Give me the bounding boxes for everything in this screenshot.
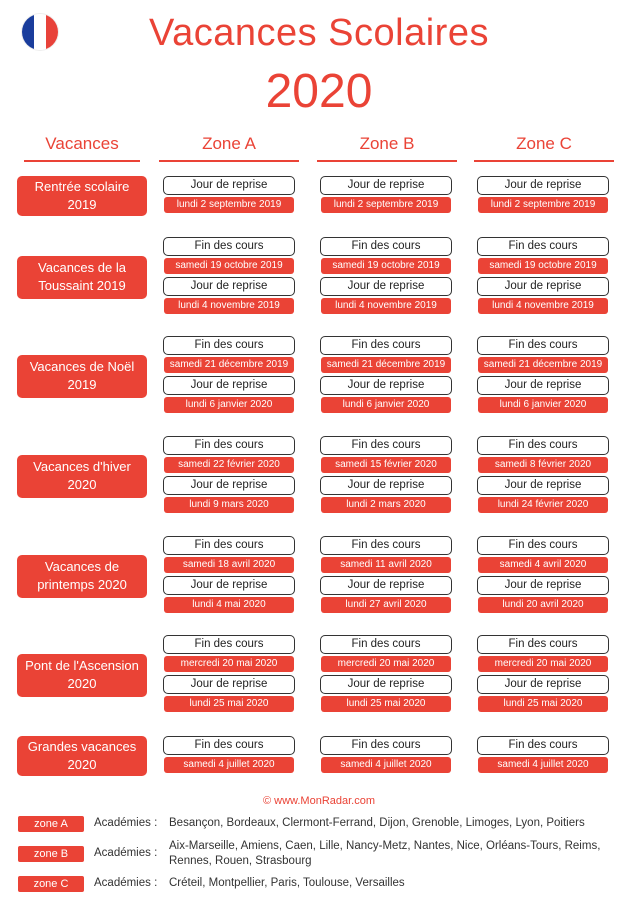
entry-label: Fin des cours [477,237,609,256]
entry-date: samedi 21 décembre 2019 [321,357,451,373]
entry-label: Jour de reprise [477,576,609,595]
zone-c-entry [477,237,609,274]
zone-a-entry [163,176,295,213]
zone-a-entry [163,536,295,573]
entry-label: Jour de reprise [163,476,295,495]
entry-date: lundi 2 mars 2020 [321,497,451,513]
entry-date: samedi 22 février 2020 [164,457,294,473]
entry-date: samedi 18 avril 2020 [164,557,294,573]
entry-label: Fin des cours [163,237,295,256]
zone-c-entry [477,536,609,573]
entry-label: Fin des cours [163,336,295,355]
entry-date: lundi 4 novembre 2019 [478,298,608,314]
vacation-label: Pont de l'Ascension 2020 [17,654,147,697]
entry-date: lundi 2 septembre 2019 [164,197,294,213]
entry-label: Jour de reprise [163,176,295,195]
entry-date: lundi 9 mars 2020 [164,497,294,513]
entry-label: Jour de reprise [163,376,295,395]
entry-date: samedi 15 février 2020 [321,457,451,473]
entry-label: Fin des cours [320,536,452,555]
zone-b-entry [320,336,452,373]
zone-b-entry [320,376,452,413]
entry-label: Fin des cours [320,237,452,256]
entry-label: Jour de reprise [477,376,609,395]
entry-date: samedi 11 avril 2020 [321,557,451,573]
vacation-label: Vacances d'hiver 2020 [17,455,147,498]
zone-c-entry [477,336,609,373]
zone-b-entry [320,576,452,613]
entry-label: Fin des cours [320,336,452,355]
entry-label: Fin des cours [477,736,609,755]
zone-a-entry [163,576,295,613]
academies-label: Académies : [94,847,158,859]
entry-label: Jour de reprise [320,376,452,395]
zone-b-entry [320,635,452,672]
column-header-zone-a: Zone A [159,134,299,162]
entry-date: samedi 19 octobre 2019 [478,258,608,274]
entry-label: Jour de reprise [477,476,609,495]
entry-label: Jour de reprise [163,277,295,296]
entry-label: Fin des cours [163,436,295,455]
zone-c-academies: Créteil, Montpellier, Paris, Toulouse, Versailles [169,877,405,889]
entry-date: samedi 4 juillet 2020 [321,757,451,773]
zone-a-entry [163,736,295,773]
entry-date: lundi 6 janvier 2020 [478,397,608,413]
entry-date: samedi 21 décembre 2019 [164,357,294,373]
entry-date: samedi 4 juillet 2020 [478,757,608,773]
zone-a-entry [163,277,295,314]
entry-date: lundi 6 janvier 2020 [164,397,294,413]
zone-a-entry [163,675,295,712]
zone-c-entry [477,736,609,773]
entry-label: Fin des cours [477,336,609,355]
credit-text: © www.MonRadar.com [262,795,376,807]
vacation-label: Vacances de printemps 2020 [17,555,147,598]
column-header-zone-b: Zone B [317,134,457,162]
entry-label: Jour de reprise [320,277,452,296]
zone-a-entry [163,635,295,672]
entry-label: Fin des cours [320,736,452,755]
zone-c-badge: zone C [18,876,84,892]
entry-date: samedi 19 octobre 2019 [164,258,294,274]
entry-date: lundi 4 novembre 2019 [321,298,451,314]
zone-c-entry [477,436,609,473]
entry-label: Jour de reprise [320,476,452,495]
column-header-zone-c: Zone C [474,134,614,162]
zone-a-entry [163,476,295,513]
zone-c-entry [477,675,609,712]
zone-a-entry [163,336,295,373]
entry-label: Jour de reprise [477,277,609,296]
zone-a-badge: zone A [18,816,84,832]
entry-label: Jour de reprise [163,576,295,595]
zone-b-entry [320,536,452,573]
entry-date: samedi 21 décembre 2019 [478,357,608,373]
entry-date: lundi 25 mai 2020 [321,696,451,712]
academies-label: Académies : [94,877,158,889]
entry-date: lundi 2 septembre 2019 [321,197,451,213]
entry-label: Jour de reprise [477,675,609,694]
zone-b-entry [320,436,452,473]
entry-label: Fin des cours [477,436,609,455]
zone-b-entry [320,176,452,213]
entry-label: Fin des cours [320,635,452,654]
zone-b-badge: zone B [18,846,84,862]
entry-date: samedi 4 juillet 2020 [164,757,294,773]
entry-date: mercredi 20 mai 2020 [164,656,294,672]
zone-c-entry [477,376,609,413]
entry-date: samedi 8 février 2020 [478,457,608,473]
entry-date: lundi 4 novembre 2019 [164,298,294,314]
zone-a-academies: Besançon, Bordeaux, Clermont-Ferrand, Dijon, Grenoble, Limoges, Lyon, Poitiers [169,817,585,829]
entry-date: mercredi 20 mai 2020 [478,656,608,672]
page-title: Vacances Scolaires [149,12,489,54]
academies-label: Académies : [94,817,158,829]
zone-a-entry [163,436,295,473]
entry-date: samedi 19 octobre 2019 [321,258,451,274]
entry-label: Jour de reprise [320,176,452,195]
entry-label: Jour de reprise [163,675,295,694]
entry-label: Fin des cours [477,635,609,654]
entry-date: lundi 24 février 2020 [478,497,608,513]
entry-label: Jour de reprise [477,176,609,195]
zone-c-entry [477,476,609,513]
entry-label: Jour de reprise [320,675,452,694]
vacation-label: Rentrée scolaire 2019 [17,176,147,216]
entry-label: Fin des cours [163,536,295,555]
entry-label: Fin des cours [163,736,295,755]
page-year: 2020 [265,65,373,118]
entry-date: lundi 20 avril 2020 [478,597,608,613]
entry-date: lundi 27 avril 2020 [321,597,451,613]
entry-label: Fin des cours [320,436,452,455]
zone-b-academies: Aix-Marseille, Amiens, Caen, Lille, Nancy-Metz, Nantes, Nice, Orléans-Tours, Reims, Rennes, Rouen, Strasbourg [169,840,601,867]
column-header-vacances: Vacances [24,134,140,162]
zone-b-entry [320,675,452,712]
vacation-label: Grandes vacances 2020 [17,736,147,776]
entry-date: lundi 25 mai 2020 [164,696,294,712]
zone-c-entry [477,176,609,213]
entry-label: Jour de reprise [320,576,452,595]
entry-date: lundi 4 mai 2020 [164,597,294,613]
zone-c-entry [477,277,609,314]
entry-label: Fin des cours [477,536,609,555]
zone-c-entry [477,635,609,672]
entry-label: Fin des cours [163,635,295,654]
entry-date: mercredi 20 mai 2020 [321,656,451,672]
zone-a-entry [163,376,295,413]
zone-b-entry [320,736,452,773]
entry-date: lundi 25 mai 2020 [478,696,608,712]
zone-c-entry [477,576,609,613]
entry-date: samedi 4 avril 2020 [478,557,608,573]
vacation-label: Vacances de Noël 2019 [17,355,147,398]
zone-b-entry [320,476,452,513]
entry-date: lundi 2 septembre 2019 [478,197,608,213]
zone-a-entry [163,237,295,274]
vacation-label: Vacances de la Toussaint 2019 [17,256,147,299]
zone-b-entry [320,237,452,274]
zone-b-entry [320,277,452,314]
entry-date: lundi 6 janvier 2020 [321,397,451,413]
